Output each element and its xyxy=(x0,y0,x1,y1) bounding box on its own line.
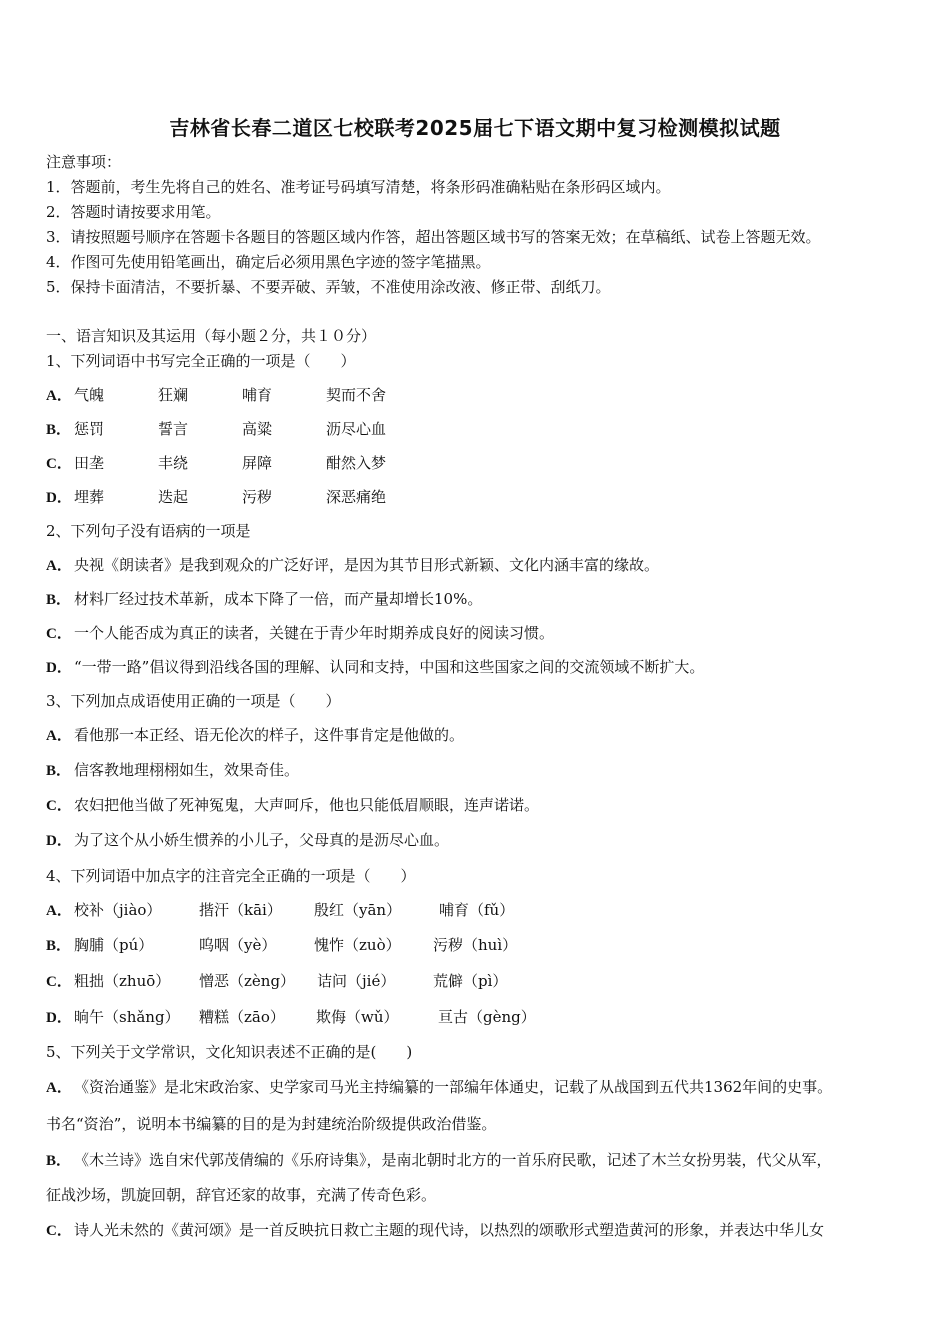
question-2-option-c xyxy=(46,623,554,644)
option-label: D． xyxy=(46,660,72,676)
option-text: 一个人能否成为真正的读者，关键在于青少年时期养成良好的阅读习惯。 xyxy=(74,624,555,642)
option-text: 农妇把他当做了死神冤鬼，大声呵斥，他也只能低眉顺眼，连声诺诺。 xyxy=(74,796,540,814)
option-word: 欺侮（wǔ） xyxy=(316,1008,399,1026)
option-label: C． xyxy=(46,1223,72,1239)
option-label: C． xyxy=(46,626,72,642)
question-5-option-b-continued: 征战沙场，凯旋回朝，辞官还家的故事，充满了传奇色彩。 xyxy=(46,1186,437,1204)
option-word: 揩汗（kāi） xyxy=(199,901,282,919)
question-4-option-b xyxy=(46,935,517,956)
notice-item: 5．保持卡面清洁，不要折暴、不要弄破、弄皱，不准使用涂改液、修正带、刮纸刀。 xyxy=(46,278,611,296)
option-word: 校补（jiào） xyxy=(74,901,162,919)
question-3-option-d xyxy=(46,830,449,851)
option-word: 哺育（fǔ） xyxy=(439,901,515,919)
option-word: 呜咽（yè） xyxy=(199,936,277,954)
option-text: 诗人光未然的《黄河颂》是一首反映抗日救亡主题的现代诗，以热烈的颂歌形式塑造黄河的形象，并表达中华儿女 xyxy=(74,1221,825,1239)
option-label: C． xyxy=(46,974,72,990)
option-label: A． xyxy=(46,728,72,744)
option-label: A． xyxy=(46,903,72,919)
option-word: 污秽（huì） xyxy=(433,936,518,954)
question-4-option-d xyxy=(46,1007,536,1028)
question-1-option-a xyxy=(46,385,386,406)
notice-item: 1．答题前，考生先将自己的姓名、准考证号码填写清楚，将条形码准确粘贴在条形码区域内。 xyxy=(46,178,671,196)
question-2-stem: 2、下列句子没有语病的一项是 xyxy=(46,522,251,540)
option-word: 契而不舍 xyxy=(326,386,387,404)
question-1-option-c xyxy=(46,453,386,474)
option-label: B． xyxy=(46,938,72,954)
notice-item: 2．答题时请按要求用笔。 xyxy=(46,203,221,221)
question-5-stem: 5、下列关于文学常识，文化知识表述不正确的是( ) xyxy=(46,1043,413,1061)
option-word: 哺育 xyxy=(242,386,273,404)
question-1-option-b xyxy=(46,419,386,440)
option-label: A． xyxy=(46,558,72,574)
option-word: 埋葬 xyxy=(74,488,105,506)
option-word: 殷红（yān） xyxy=(314,901,402,919)
notice-heading: 注意事项： xyxy=(46,153,122,171)
option-word: 惩罚 xyxy=(74,420,105,438)
section-heading: 一、语言知识及其运用（每小题２分，共１０分） xyxy=(46,327,377,345)
option-text: 《木兰诗》选自宋代郭茂倩编的《乐府诗集》，是南北朝时北方的一首乐府民歌，记述了木兰女扮男装，代父从军， xyxy=(74,1151,832,1169)
question-3-option-c xyxy=(46,795,539,816)
question-5-option-a-continued: 书名“资治”，说明本书编纂的目的是为封建统治阶级提供政治借鉴。 xyxy=(46,1115,497,1133)
notice-item: 4．作图可先使用铅笔画出，确定后必须用黑色字迹的签字笔描黑。 xyxy=(46,253,491,271)
option-label: C． xyxy=(46,456,72,472)
notice-item: 3．请按照题号顺序在答题卡各题目的答题区域内作答，超出答题区域书写的答案无效；在草稿纸、试卷上答题无效。 xyxy=(46,228,821,246)
option-word: 誓言 xyxy=(158,420,189,438)
option-text: 看他那一本正经、语无伦次的样子，这件事肯定是他做的。 xyxy=(74,726,465,744)
option-text: 央视《朗读者》是我到观众的广泛好评，是因为其节目形式新颖、文化内涵丰富的缘故。 xyxy=(74,556,660,574)
question-5-option-b xyxy=(46,1150,832,1171)
question-2-option-d xyxy=(46,657,704,678)
option-word: 亘古（gèng） xyxy=(438,1008,536,1026)
option-text: 为了这个从小娇生惯养的小儿子，父母真的是沥尽心血。 xyxy=(74,831,450,849)
question-1-option-d xyxy=(46,487,386,508)
option-word: 荒僻（pì） xyxy=(433,972,508,990)
option-word: 沥尽心血 xyxy=(326,420,387,438)
option-word: 高粱 xyxy=(242,420,273,438)
option-word: 晌午（shǎng） xyxy=(74,1008,180,1026)
option-word: 胸脯（pú） xyxy=(74,936,154,954)
option-word: 糟糕（zāo） xyxy=(199,1008,285,1026)
question-3-stem: 3、下列加点成语使用正确的一项是（ ） xyxy=(46,692,341,710)
option-word: 酣然入梦 xyxy=(326,454,387,472)
option-word: 粗拙（zhuō） xyxy=(74,972,171,990)
question-3-option-b xyxy=(46,760,299,781)
question-3-option-a xyxy=(46,725,464,746)
option-text: 信客教地理栩栩如生，效果奇佳。 xyxy=(74,761,300,779)
option-word: 污秽 xyxy=(242,488,273,506)
option-word: 迭起 xyxy=(158,488,189,506)
question-4-stem: 4、下列词语中加点字的注音完全正确的一项是（ ） xyxy=(46,867,416,885)
option-word: 屏障 xyxy=(242,454,273,472)
option-label: D． xyxy=(46,833,72,849)
question-1-stem: 1、下列词语中书写完全正确的一项是（ ） xyxy=(46,352,356,370)
option-text: 材料厂经过技术革新，成本下降了一倍，而产量却增长10%。 xyxy=(74,590,483,608)
option-label: A． xyxy=(46,388,72,404)
question-5-option-a xyxy=(46,1077,832,1098)
option-label: B． xyxy=(46,1153,72,1169)
option-label: C． xyxy=(46,798,72,814)
question-5-option-c xyxy=(46,1220,824,1241)
option-word: 憎恶（zèng） xyxy=(199,972,296,990)
option-word: 气魄 xyxy=(74,386,105,404)
option-label: B． xyxy=(46,592,72,608)
option-label: D． xyxy=(46,490,72,506)
option-word: 田垄 xyxy=(74,454,105,472)
question-4-option-a xyxy=(46,900,514,921)
option-text: 《资治通鉴》是北宋政治家、史学家司马光主持编纂的一部编年体通史，记载了从战国到五代共1362年间的史事。 xyxy=(74,1078,833,1096)
option-word: 深恶痛绝 xyxy=(326,488,387,506)
option-text: “一带一路”倡议得到沿线各国的理解、认同和支持，中国和这些国家之间的交流领域不断扩大。 xyxy=(74,658,705,676)
option-word: 诘问（jié） xyxy=(317,972,396,990)
option-label: D． xyxy=(46,1010,72,1026)
option-word: 丰绕 xyxy=(158,454,189,472)
option-word: 狂斓 xyxy=(158,386,189,404)
option-label: B． xyxy=(46,763,72,779)
option-label: B． xyxy=(46,422,72,438)
option-word: 愧怍（zuò） xyxy=(314,936,401,954)
option-label: A． xyxy=(46,1080,72,1096)
question-4-option-c xyxy=(46,971,507,992)
question-2-option-a xyxy=(46,555,659,576)
page-title: 吉林省长春二道区七校联考2025届七下语文期中复习检测模拟试题 xyxy=(169,116,781,140)
question-2-option-b xyxy=(46,589,482,610)
